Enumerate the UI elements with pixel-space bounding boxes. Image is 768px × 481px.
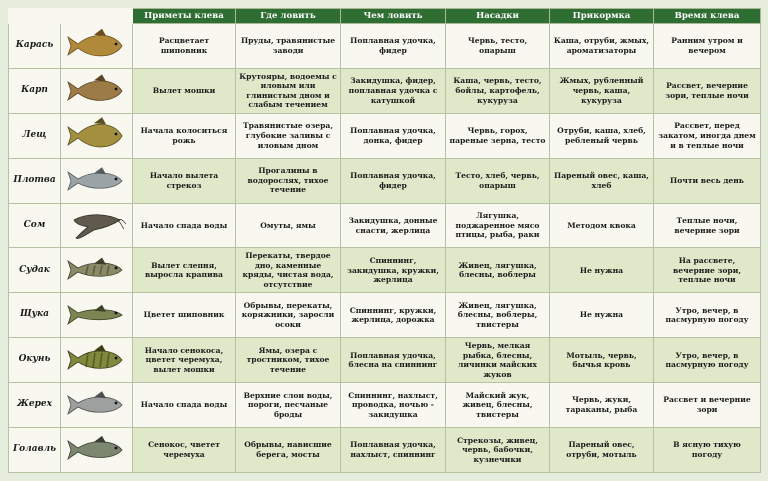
zander-fish-icon: [64, 250, 130, 290]
cell-signs: Начало вылета стрекоз: [133, 158, 236, 203]
cell-where: Обрывы, перекаты, коряжники, заросли осоки: [236, 293, 341, 338]
cell-signs: Начала колоситься рожь: [133, 113, 236, 158]
header-time: Время клева: [654, 9, 761, 24]
cell-tackle: Поплавная удочка, фидер: [341, 24, 446, 69]
bream-fish-icon: [64, 116, 130, 156]
cell-bait: Червь, тесто, опарыш: [446, 24, 550, 69]
cell-signs: Расцветает шиповник: [133, 24, 236, 69]
table-row: [9, 24, 761, 69]
header-signs: Приметы клева: [133, 9, 236, 24]
table-body: [9, 24, 761, 473]
cell-tackle: Закидушка, фидер, поплавная удочка с катушкой: [341, 68, 446, 113]
cell-where: Прогалины в водорослях, тихое течение: [236, 158, 341, 203]
fish-name: Судак: [9, 248, 61, 293]
fish-picture: [61, 383, 133, 428]
cell-where: Травянистые озера, глубокие заливы с иловым дном: [236, 113, 341, 158]
cell-tackle: Спиннинг, закидушка, кружки, жерлица: [341, 248, 446, 293]
cell-where: Верхние слои воды, пороги, песчаные броды: [236, 383, 341, 428]
cell-where: Пруды, травянистые заводи: [236, 24, 341, 69]
cell-bait: Лягушка, поджаренное мясо птицы, рыба, раки: [446, 203, 550, 248]
cell-tackle: Спиннинг, нахлыст, проводка, ночью - закидушка: [341, 383, 446, 428]
header-groundbait: Прикормка: [550, 9, 654, 24]
cell-time: Утро, вечер, в пасмурную погоду: [654, 338, 761, 383]
cell-time: Рассвет, вечерние зори, теплые ночи: [654, 68, 761, 113]
cell-signs: Вылет мошки: [133, 68, 236, 113]
table-row: [9, 293, 761, 338]
cell-signs: Начало сенокоса, цветет черемуха, вылет мошки: [133, 338, 236, 383]
table-row: [9, 113, 761, 158]
cell-where: Крутояры, водоемы с иловым или глинистым дном и слабым течением: [236, 68, 341, 113]
cell-bait: Живец, лягушка, блесны, воблеры: [446, 248, 550, 293]
cell-time: Ранним утром и вечером: [654, 24, 761, 69]
cell-tackle: Поплавная удочка, блесна на спиннинг: [341, 338, 446, 383]
cell-groundbait: Методом квока: [550, 203, 654, 248]
cell-tackle: Спиннинг, кружки, жерлица, дорожка: [341, 293, 446, 338]
cell-tackle: Поплавная удочка, нахлыст, спиннинг: [341, 428, 446, 473]
cell-groundbait: Пареный овес, отруби, мотыль: [550, 428, 654, 473]
fishing-table-sheet: [8, 8, 760, 473]
cell-where: Обрывы, нависшие берега, мосты: [236, 428, 341, 473]
header-tackle: Чем ловить: [341, 9, 446, 24]
header-bait: Насадки: [446, 9, 550, 24]
cell-where: Омуты, ямы: [236, 203, 341, 248]
cell-time: Рассвет, перед закатом, иногда днем и в теплые ночи: [654, 113, 761, 158]
cell-groundbait: Не нужна: [550, 293, 654, 338]
table-row: [9, 203, 761, 248]
fish-picture: [61, 293, 133, 338]
cell-time: В ясную тихую погоду: [654, 428, 761, 473]
cell-signs: Цветет шиповник: [133, 293, 236, 338]
fish-name: Окунь: [9, 338, 61, 383]
cell-bait: Червь, мелкая рыбка, блесны, личинки майских жуков: [446, 338, 550, 383]
fish-picture: [61, 24, 133, 69]
cell-signs: Сенокос, чветет черемуха: [133, 428, 236, 473]
cell-bait: Майский жук, живец, блесны, твистеры: [446, 383, 550, 428]
perch-fish-icon: [64, 340, 130, 380]
carp-fish-icon: [64, 71, 130, 111]
cell-bait: Живец, лягушка, блесны, воблеры, твистеры: [446, 293, 550, 338]
fishing-table: [8, 8, 761, 473]
fish-picture: [61, 428, 133, 473]
table-row: [9, 158, 761, 203]
fish-picture: [61, 158, 133, 203]
catfish-fish-icon: [64, 206, 130, 246]
cell-signs: Вылет слепня, выросла крапива: [133, 248, 236, 293]
table-row: [9, 248, 761, 293]
asp-fish-icon: [64, 385, 130, 425]
table-row: [9, 68, 761, 113]
fish-name: Жерех: [9, 383, 61, 428]
cell-where: Перекаты, твердое дно, каменные кряды, чистая вода, отсутствие: [236, 248, 341, 293]
pike-fish-icon: [64, 295, 130, 335]
roach-fish-icon: [64, 161, 130, 201]
cell-signs: Начало спада воды: [133, 383, 236, 428]
fish-picture: [61, 203, 133, 248]
fish-picture: [61, 338, 133, 383]
cell-groundbait: Пареный овес, каша, хлеб: [550, 158, 654, 203]
fish-picture: [61, 248, 133, 293]
cell-bait: Стрекозы, живец, червь, бабочки, кузнечики: [446, 428, 550, 473]
header-where: Где ловить: [236, 9, 341, 24]
cell-where: Ямы, озера с тростником, тихое течение: [236, 338, 341, 383]
fish-name: Плотва: [9, 158, 61, 203]
cell-groundbait: Каша, отруби, жмых, ароматизаторы: [550, 24, 654, 69]
table-row: [9, 338, 761, 383]
cell-bait: Червь, горох, пареные зерна, тесто: [446, 113, 550, 158]
fish-picture: [61, 113, 133, 158]
fish-name: Сом: [9, 203, 61, 248]
fish-name: Карась: [9, 24, 61, 69]
chub-fish-icon: [64, 430, 130, 470]
cell-groundbait: Червь, жуки, тараканы, рыба: [550, 383, 654, 428]
fish-name: Щука: [9, 293, 61, 338]
cell-tackle: Закидушка, донные снасти, жерлица: [341, 203, 446, 248]
cell-tackle: Поплавная удочка, фидер: [341, 158, 446, 203]
table-row: [9, 383, 761, 428]
cell-bait: Тесто, хлеб, червь, опарыш: [446, 158, 550, 203]
fish-name: Лещ: [9, 113, 61, 158]
cell-time: Теплые ночи, вечерние зори: [654, 203, 761, 248]
cell-groundbait: Не нужна: [550, 248, 654, 293]
cell-time: На рассвете, вечерние зори, теплые ночи: [654, 248, 761, 293]
header-row: [9, 9, 761, 24]
table-row: [9, 428, 761, 473]
cell-signs: Начало спада воды: [133, 203, 236, 248]
cell-groundbait: Отруби, каша, хлеб, ребленый червь: [550, 113, 654, 158]
cell-tackle: Поплавная удочка, донка, фидер: [341, 113, 446, 158]
header-corner-pic: [61, 9, 133, 24]
fish-name: Карп: [9, 68, 61, 113]
cell-bait: Каша, червь, тесто, бойлы, картофель, кукуруза: [446, 68, 550, 113]
fish-picture: [61, 68, 133, 113]
header-corner: [9, 9, 61, 24]
fish-name: Голавль: [9, 428, 61, 473]
cell-time: Почти весь день: [654, 158, 761, 203]
crucian-carp-fish-icon: [64, 26, 130, 66]
cell-time: Рассвет и вечерние зори: [654, 383, 761, 428]
cell-time: Утро, вечер, в пасмурную погоду: [654, 293, 761, 338]
cell-groundbait: Мотыль, червь, бычья кровь: [550, 338, 654, 383]
cell-groundbait: Жмых, рубленный червь, каша, кукуруза: [550, 68, 654, 113]
